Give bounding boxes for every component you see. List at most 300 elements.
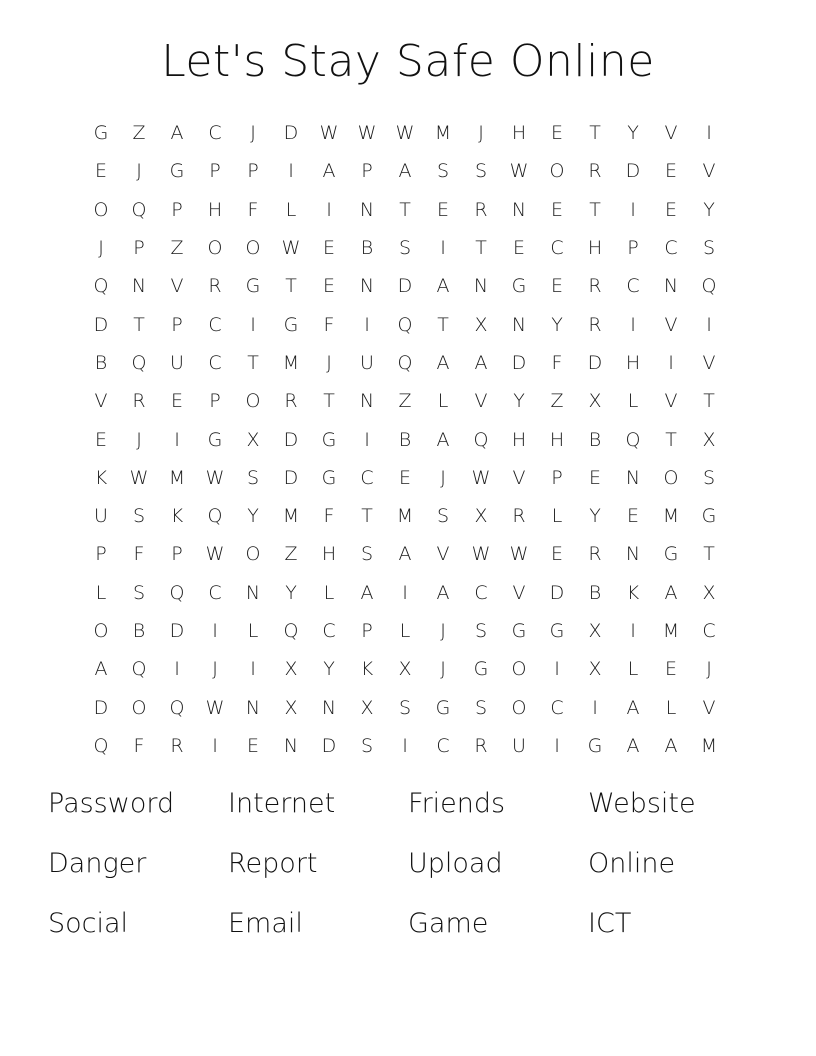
grid-letter: M	[396, 505, 414, 528]
grid-letter: W	[129, 466, 149, 489]
grid-letter: I	[554, 734, 560, 757]
grid-letter: Y	[285, 581, 297, 604]
grid-letter: M	[168, 466, 186, 489]
grid-letter: H	[587, 237, 603, 260]
grid-letter: E	[170, 390, 183, 413]
grid-letter: E	[512, 237, 525, 260]
grid-letter: Z	[284, 543, 298, 566]
grid-letter: B	[94, 351, 108, 374]
grid-letter: S	[132, 505, 146, 528]
grid-letter: P	[551, 466, 563, 489]
grid-letter: X	[588, 390, 602, 413]
grid-letter: K	[360, 658, 374, 681]
page-title: Let's Stay Safe Online	[161, 36, 655, 87]
grid-letter: Y	[627, 122, 639, 145]
grid-letter: S	[474, 620, 488, 642]
grid-letter: X	[284, 696, 298, 719]
grid-letter: G	[207, 428, 223, 451]
grid-letter: R	[588, 543, 602, 566]
grid-letter: F	[323, 505, 335, 528]
grid-letter: E	[626, 505, 639, 528]
grid-letter: P	[209, 390, 221, 413]
grid-letter: S	[360, 734, 374, 757]
grid-letter: N	[245, 696, 261, 719]
grid-letter: M	[282, 351, 300, 374]
grid-letter: T	[703, 390, 715, 413]
word-bank-item: Upload	[408, 848, 503, 879]
word-bank-item: Game	[408, 908, 489, 939]
grid-letter: J	[98, 237, 104, 260]
grid-letter: N	[359, 198, 375, 221]
grid-letter: A	[664, 581, 678, 604]
grid-letter: W	[471, 543, 491, 566]
grid-letter: I	[326, 198, 332, 221]
grid-letter: L	[247, 620, 259, 642]
grid-letter: A	[664, 734, 678, 757]
grid-letter: G	[245, 275, 261, 298]
grid-letter: E	[550, 275, 563, 298]
grid-letter: T	[589, 198, 601, 221]
grid-letter: E	[550, 198, 563, 221]
grid-letter: S	[436, 505, 450, 528]
grid-letter: I	[288, 160, 294, 183]
grid-letter: T	[665, 428, 677, 451]
grid-letter: N	[663, 275, 679, 298]
grid-letter: F	[133, 734, 145, 757]
grid-letter: J	[250, 122, 256, 145]
grid-letter: W	[319, 122, 339, 145]
grid-letter: P	[209, 160, 221, 183]
grid-letter: C	[208, 581, 222, 604]
grid-letter: O	[245, 543, 261, 566]
word-bank-item: Website	[588, 788, 696, 819]
grid-letter: N	[359, 275, 375, 298]
grid-letter: C	[436, 734, 450, 757]
grid-letter: N	[511, 313, 527, 336]
grid-letter: Y	[589, 505, 601, 528]
grid-letter: D	[93, 696, 109, 719]
grid-letter: D	[587, 351, 603, 374]
grid-letter: W	[395, 122, 415, 145]
grid-letter: Q	[397, 313, 413, 336]
grid-letter: D	[283, 428, 299, 451]
grid-letter: N	[473, 275, 489, 298]
grid-letter: E	[550, 122, 563, 145]
grid-letter: H	[625, 351, 641, 374]
grid-letter: D	[93, 313, 109, 336]
grid-letter: C	[550, 696, 564, 719]
grid-letter: W	[205, 466, 225, 489]
grid-letter: V	[664, 390, 678, 413]
grid-letter: S	[474, 160, 488, 183]
grid-letter: I	[668, 351, 674, 374]
grid-letter: S	[132, 581, 146, 604]
grid-letter: I	[212, 734, 218, 757]
grid-letter: J	[136, 160, 142, 183]
grid-letter: C	[208, 313, 222, 336]
grid-letter: V	[512, 581, 526, 604]
grid-letter: J	[440, 466, 446, 489]
grid-letter: R	[208, 275, 222, 298]
grid-letter: I	[630, 620, 636, 642]
grid-letter: G	[549, 620, 565, 642]
grid-letter: H	[511, 428, 527, 451]
grid-letter: Z	[398, 390, 412, 413]
grid-letter: D	[397, 275, 413, 298]
grid-letter: R	[474, 198, 488, 221]
grid-letter: H	[207, 198, 223, 221]
grid-letter: Q	[207, 505, 223, 528]
grid-letter: I	[250, 313, 256, 336]
grid-letter: M	[282, 505, 300, 528]
grid-letter: I	[250, 658, 256, 681]
grid-letter: A	[360, 581, 374, 604]
grid-letter: J	[326, 351, 332, 374]
grid-letter: P	[247, 160, 259, 183]
grid-letter: L	[627, 658, 639, 681]
grid-letter: D	[283, 466, 299, 489]
word-bank-item: Email	[228, 908, 303, 939]
grid-letter: R	[588, 275, 602, 298]
grid-letter: N	[511, 198, 527, 221]
grid-letter: E	[550, 543, 563, 566]
grid-letter: T	[589, 122, 601, 145]
grid-letter: H	[511, 122, 527, 145]
grid-letter: S	[398, 237, 412, 260]
grid-letter: H	[321, 543, 337, 566]
grid-letter: X	[246, 428, 260, 451]
grid-letter: T	[361, 505, 373, 528]
grid-letter: T	[475, 237, 487, 260]
grid-letter: O	[663, 466, 679, 489]
grid-letter: G	[473, 658, 489, 681]
grid-letter: A	[436, 351, 450, 374]
grid-letter: Q	[397, 351, 413, 374]
grid-letter: V	[170, 275, 184, 298]
grid-letter: R	[588, 160, 602, 183]
grid-letter: L	[627, 390, 639, 413]
grid-letter: Y	[323, 658, 335, 681]
grid-letter: Z	[550, 390, 564, 413]
grid-letter: P	[361, 160, 373, 183]
grid-letter: E	[94, 428, 107, 451]
grid-letter: V	[474, 390, 488, 413]
grid-letter: I	[592, 696, 598, 719]
grid-letter: J	[440, 620, 446, 642]
grid-letter: B	[398, 428, 412, 451]
word-bank-item: Internet	[228, 788, 336, 819]
grid-letter: G	[321, 428, 337, 451]
grid-letter: I	[706, 122, 712, 145]
grid-letter: Y	[703, 198, 715, 221]
grid-letter: G	[587, 734, 603, 757]
grid-letter: D	[625, 160, 641, 183]
grid-letter: K	[626, 581, 640, 604]
grid-letter: A	[436, 581, 450, 604]
grid-letter: Q	[701, 275, 717, 298]
grid-letter: S	[702, 466, 716, 489]
grid-letter: I	[402, 734, 408, 757]
grid-letter: V	[702, 351, 716, 374]
grid-letter: U	[170, 351, 184, 374]
grid-letter: W	[471, 466, 491, 489]
word-bank-item: Danger	[48, 848, 147, 879]
grid-letter: Z	[132, 122, 146, 145]
grid-letter: V	[702, 696, 716, 719]
grid-letter: T	[285, 275, 297, 298]
word-bank	[48, 782, 768, 962]
grid-letter: F	[133, 543, 145, 566]
grid-letter: Q	[131, 658, 147, 681]
grid-letter: C	[474, 581, 488, 604]
grid-letter: X	[702, 581, 716, 604]
grid-letter: C	[322, 620, 336, 642]
grid-letter: Y	[551, 313, 563, 336]
grid-letter: I	[630, 198, 636, 221]
grid-letter: T	[399, 198, 411, 221]
grid-letter: N	[625, 543, 641, 566]
grid-letter: W	[281, 237, 301, 260]
grid-letter: T	[437, 313, 449, 336]
grid-letter: C	[702, 620, 716, 642]
grid-letter: V	[664, 122, 678, 145]
grid-letter: N	[321, 696, 337, 719]
grid-letter: Q	[169, 581, 185, 604]
grid-letter: X	[398, 658, 412, 681]
grid-letter: X	[588, 620, 602, 642]
grid-letter: L	[437, 390, 449, 413]
grid-letter: O	[549, 160, 565, 183]
word-bank-item: Report	[228, 848, 318, 879]
grid-letter: R	[474, 734, 488, 757]
grid-letter: E	[588, 466, 601, 489]
grid-letter: Q	[93, 734, 109, 757]
word-bank-item: Friends	[408, 788, 506, 819]
grid-letter: J	[706, 658, 712, 681]
grid-letter: X	[474, 313, 488, 336]
grid-letter: H	[549, 428, 565, 451]
grid-letter: L	[323, 581, 335, 604]
grid-letter: G	[663, 543, 679, 566]
grid-letter: D	[511, 351, 527, 374]
grid-letter: M	[662, 620, 680, 642]
grid-letter: N	[625, 466, 641, 489]
grid-letter: I	[364, 313, 370, 336]
grid-letter: O	[93, 198, 109, 221]
grid-letter: E	[436, 198, 449, 221]
grid-letter: S	[398, 696, 412, 719]
grid-letter: L	[665, 696, 677, 719]
grid-letter: G	[511, 620, 527, 642]
grid-letter: O	[245, 390, 261, 413]
grid-letter: Q	[283, 620, 299, 642]
grid-letter: K	[170, 505, 184, 528]
grid-letter: Y	[513, 390, 525, 413]
grid-letter: I	[630, 313, 636, 336]
grid-letter: E	[246, 734, 259, 757]
grid-letter: I	[440, 237, 446, 260]
grid-letter: A	[398, 160, 412, 183]
grid-letter: R	[132, 390, 146, 413]
grid-letter: P	[361, 620, 373, 642]
grid-letter: B	[588, 428, 602, 451]
grid-letter: Z	[170, 237, 184, 260]
grid-letter: A	[436, 275, 450, 298]
grid-letter: E	[664, 658, 677, 681]
grid-letter: P	[171, 198, 183, 221]
grid-letter: C	[360, 466, 374, 489]
grid-letter: G	[283, 313, 299, 336]
grid-letter: O	[511, 696, 527, 719]
grid-letter: A	[626, 696, 640, 719]
grid-letter: I	[706, 313, 712, 336]
grid-letter: J	[440, 658, 446, 681]
grid-letter: Q	[131, 351, 147, 374]
grid-letter: Q	[169, 696, 185, 719]
grid-letter: W	[509, 160, 529, 183]
grid-letter: J	[478, 122, 484, 145]
grid-letter: D	[321, 734, 337, 757]
grid-letter: D	[169, 620, 185, 642]
grid-letter: P	[627, 237, 639, 260]
grid-letter: L	[399, 620, 411, 642]
grid-letter: F	[323, 313, 335, 336]
grid-letter: N	[359, 390, 375, 413]
grid-letter: N	[131, 275, 147, 298]
grid-letter: M	[434, 122, 452, 145]
grid-letter: I	[554, 658, 560, 681]
word-bank-item: ICT	[588, 908, 632, 939]
grid-letter: W	[509, 543, 529, 566]
grid-letter: U	[94, 505, 108, 528]
grid-letter: F	[551, 351, 563, 374]
grid-letter: C	[664, 237, 678, 260]
grid-letter: Q	[473, 428, 489, 451]
grid-letter: I	[174, 428, 180, 451]
grid-letter: X	[284, 658, 298, 681]
grid-letter: C	[550, 237, 564, 260]
grid-letter: A	[94, 658, 108, 681]
grid-letter: I	[364, 428, 370, 451]
letter-grid	[82, 114, 728, 765]
grid-letter: G	[93, 122, 109, 145]
grid-letter: W	[205, 696, 225, 719]
grid-letter: I	[174, 658, 180, 681]
word-bank-item: Social	[48, 908, 129, 939]
grid-letter: T	[323, 390, 335, 413]
grid-letter: B	[360, 237, 374, 260]
grid-letter: W	[357, 122, 377, 145]
grid-letter: S	[436, 160, 450, 183]
grid-letter: S	[702, 237, 716, 260]
grid-letter: V	[512, 466, 526, 489]
grid-letter: R	[284, 390, 298, 413]
grid-letter: G	[321, 466, 337, 489]
grid-letter: J	[136, 428, 142, 451]
grid-letter: T	[703, 543, 715, 566]
grid-letter: N	[283, 734, 299, 757]
grid-letter: M	[700, 734, 718, 757]
grid-letter: I	[212, 620, 218, 642]
grid-letter: D	[283, 122, 299, 145]
grid-letter: V	[664, 313, 678, 336]
grid-letter: R	[512, 505, 526, 528]
grid-letter: L	[551, 505, 563, 528]
grid-letter: O	[511, 658, 527, 681]
grid-letter: U	[512, 734, 526, 757]
grid-letter: F	[247, 198, 259, 221]
grid-letter: P	[171, 313, 183, 336]
grid-letter: V	[94, 390, 108, 413]
grid-letter: P	[133, 237, 145, 260]
grid-letter: A	[626, 734, 640, 757]
grid-letter: C	[208, 351, 222, 374]
grid-letter: W	[205, 543, 225, 566]
word-bank-item: Password	[48, 788, 175, 819]
grid-letter: C	[208, 122, 222, 145]
grid-letter: L	[95, 581, 107, 604]
grid-letter: T	[247, 351, 259, 374]
grid-letter: O	[131, 696, 147, 719]
grid-letter: X	[360, 696, 374, 719]
grid-letter: A	[436, 428, 450, 451]
grid-letter: E	[322, 237, 335, 260]
grid-letter: V	[702, 160, 716, 183]
grid-letter: E	[322, 275, 335, 298]
grid-letter: S	[360, 543, 374, 566]
grid-letter: S	[246, 466, 260, 489]
grid-letter: A	[170, 122, 184, 145]
grid-letter: R	[170, 734, 184, 757]
grid-letter: X	[588, 658, 602, 681]
grid-letter: X	[702, 428, 716, 451]
grid-letter: P	[171, 543, 183, 566]
grid-letter: S	[474, 696, 488, 719]
grid-letter: B	[588, 581, 602, 604]
grid-letter: B	[132, 620, 146, 642]
grid-letter: J	[212, 658, 218, 681]
grid-letter: E	[398, 466, 411, 489]
grid-letter: A	[398, 543, 412, 566]
grid-letter: G	[511, 275, 527, 298]
grid-letter: U	[360, 351, 374, 374]
grid-letter: O	[245, 237, 261, 260]
grid-letter: X	[474, 505, 488, 528]
grid-letter: Q	[625, 428, 641, 451]
grid-letter: N	[245, 581, 261, 604]
grid-letter: E	[664, 198, 677, 221]
grid-letter: I	[402, 581, 408, 604]
grid-letter: L	[285, 198, 297, 221]
grid-letter: G	[435, 696, 451, 719]
grid-letter: E	[94, 160, 107, 183]
grid-letter: G	[169, 160, 185, 183]
grid-letter: D	[549, 581, 565, 604]
grid-letter: A	[322, 160, 336, 183]
grid-letter: V	[436, 543, 450, 566]
grid-letter: M	[662, 505, 680, 528]
grid-letter: K	[94, 466, 108, 489]
word-bank-item: Online	[588, 848, 676, 879]
grid-letter: T	[133, 313, 145, 336]
grid-letter: Y	[247, 505, 259, 528]
grid-letter: Q	[131, 198, 147, 221]
grid-letter: O	[93, 620, 109, 642]
grid-letter: O	[207, 237, 223, 260]
grid-letter: G	[701, 505, 717, 528]
grid-letter: E	[664, 160, 677, 183]
grid-letter: R	[588, 313, 602, 336]
